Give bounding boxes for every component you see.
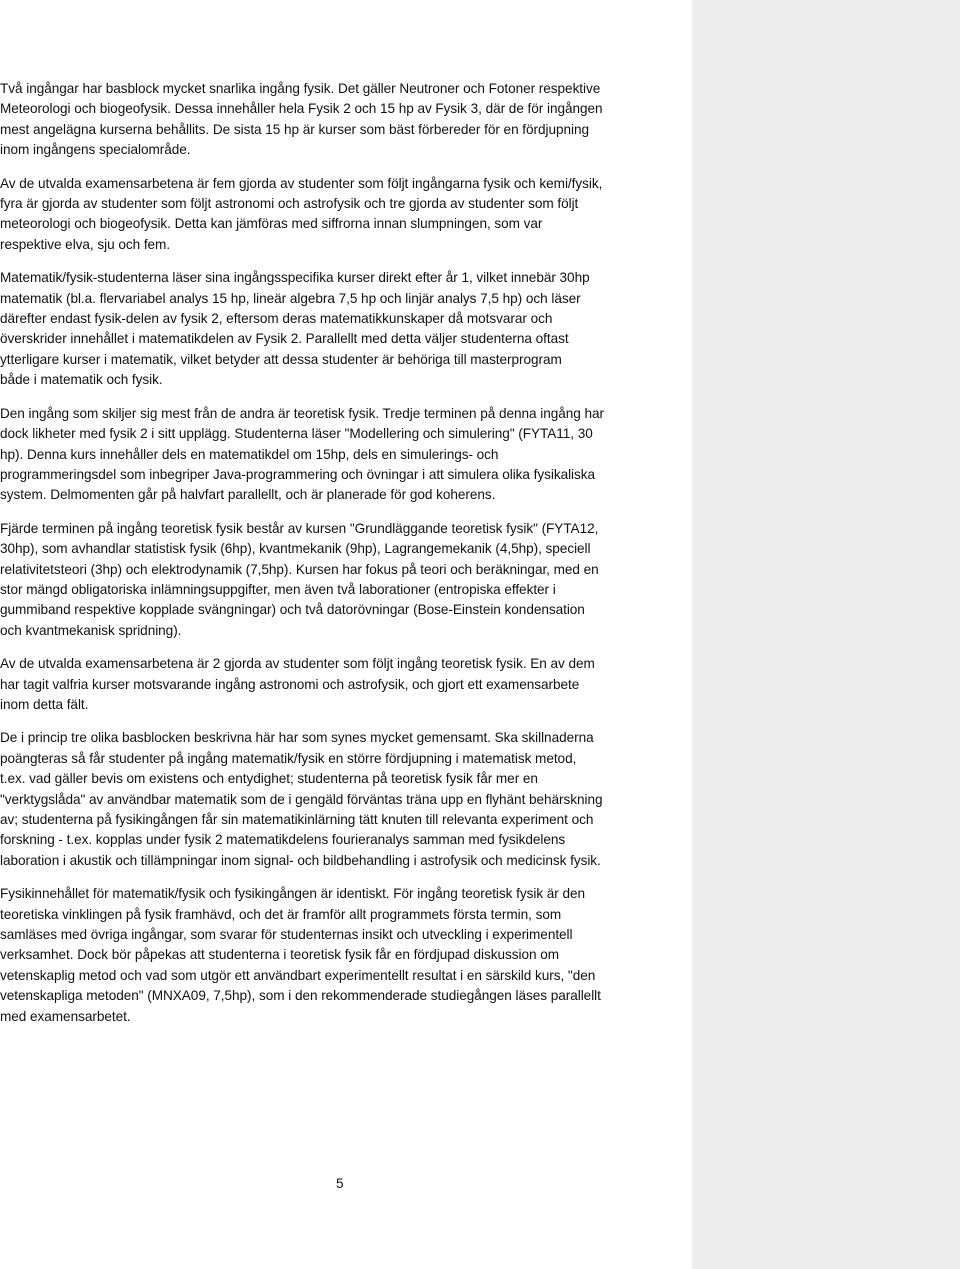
paragraph-6: Av de utvalda examensarbetena är 2 gjorda av studenter som följt ingång teoretisk fysik. En av dem har tagit valfria kurser motsvarande ingång astronomi och astrofysik, och gjort ett examensarbete inom detta fält. — [0, 656, 595, 712]
paragraph-7: De i princip tre olika basblocken beskrivna här har som synes mycket gemensamt. Ska skillnaderna poängteras så får studenter på ingång matematik/fysik en större fördjupning i matematisk metod, t.ex. vad gäller bevis om existens och entydighet; studenterna på teoretisk fysik får mer en "verktygslåda" av användbar matematik som de i gengäld förväntas träna upp en flyhänt behärskning av; studenterna på fysikingången får sin matematikinlärning tätt knuten till relevanta experiment och forskning - t.ex. kopplas under fysik 2 matematikdelens fourieranalys samman med fysikdelens laboration i akustik och tillämpningar inom signal- och bildbehandling i astrofysik och medicinsk fysik. — [0, 730, 603, 868]
paragraph-3: Matematik/fysik-studenterna läser sina ingångsspecifika kurser direkt efter år 1, vilket innebär 30hp matematik (bl.a. flervariabel analys 15 hp, lineär algebra 7,5 hp och linjär analys 7,5 hp) och läser därefter endast fysik-delen av fysik 2, eftersom deras matematikkunskaper då motsvarar och överskrider innehållet i matematikdelen av Fysik 2. Parallellt med detta väljer studenterna oftast ytterligare kurser i matematik, vilket betyder att dessa studenter är behöriga till masterprogram både i matematik och fysik. — [0, 270, 590, 388]
paragraph-2: Av de utvalda examensarbetena är fem gjorda av studenter som följt ingångarna fysik och kemi/fysik, fyra är gjorda av studenter som följt astronomi och astrofysik och tre gjorda av studenter som följt meteorologi och biogeofysik. Detta kan jämföras med siffrorna innan slumpningen, som var respektive elva, sju och fem. — [0, 175, 603, 252]
comment-margin — [692, 0, 960, 1269]
paragraph-1: Två ingångar har basblock mycket snarlika ingång fysik. Det gäller Neutroner och Fotoner respektive Meteorologi och biogeofysik. Dessa innehåller hela Fysik 2 och 15 hp av Fysik 3, där de för ingången mest angelägna kurserna behållits. De sista 15 hp är kurser som bäst förbereder för en fördjupning inom ingångens specialområde. — [0, 81, 603, 158]
paragraph-4: Den ingång som skiljer sig mest från de andra är teoretisk fysik. Tredje terminen på denna ingång har dock likheter med fysik 2 i sitt upplägg. Studenterna läser "Modellering och simulering" (FYTA11, 30 hp). Denna kurs innehåller dels en matematikdel om 15hp, dels en simulerings- och programmeringsdel som inbegriper Java-programmering och övningar i att simulera olika fysikaliska system. Delmomenten går på halvfart parallellt, och är planerade för god koherens. — [0, 405, 604, 503]
document-body — [0, 79, 686, 1040]
paragraph-5: Fjärde terminen på ingång teoretisk fysik består av kursen "Grundläggande teoretisk fysik" (FYTA12, 30hp), som avhandlar statistisk fysik (6hp), kvantmekanik (9hp), Lagrangemekanik (4,5hp), speciell relativitetsteori (3hp) och elektrodynamik (7,5hp). Kursen har fokus på teori och beräkningar, med en stor mängd obligatoriska inlämningsuppgifter, men även två laborationer (entropiska effekter i gummiband respektive kopplade svängningar) och två datorövningar (Bose-Einstein kondensation och kvantmekanisk spridning). — [0, 520, 599, 638]
paragraph-8: Fysikinnehållet för matematik/fysik och fysikingången är identiskt. För ingång teoretisk fysik är den teoretiska vinklingen på fysik framhävd, och det är framför allt programmets första termin, som samläses med övriga ingångar, som svarar för studenternas insikt och utveckling i experimentell verksamhet. Dock bör påpekas att studenterna i teoretisk fysik får en fördjupad diskussion om vetenskaplig metod och vad som utgör ett användbart experimentellt resultat i en särskild kurs, "den vetenskapliga metoden" (MNXA09, 7,5hp), som i den rekommenderade studiegången läses parallellt med examensarbetet. — [0, 886, 601, 1024]
page-number: 5 — [336, 1176, 344, 1191]
